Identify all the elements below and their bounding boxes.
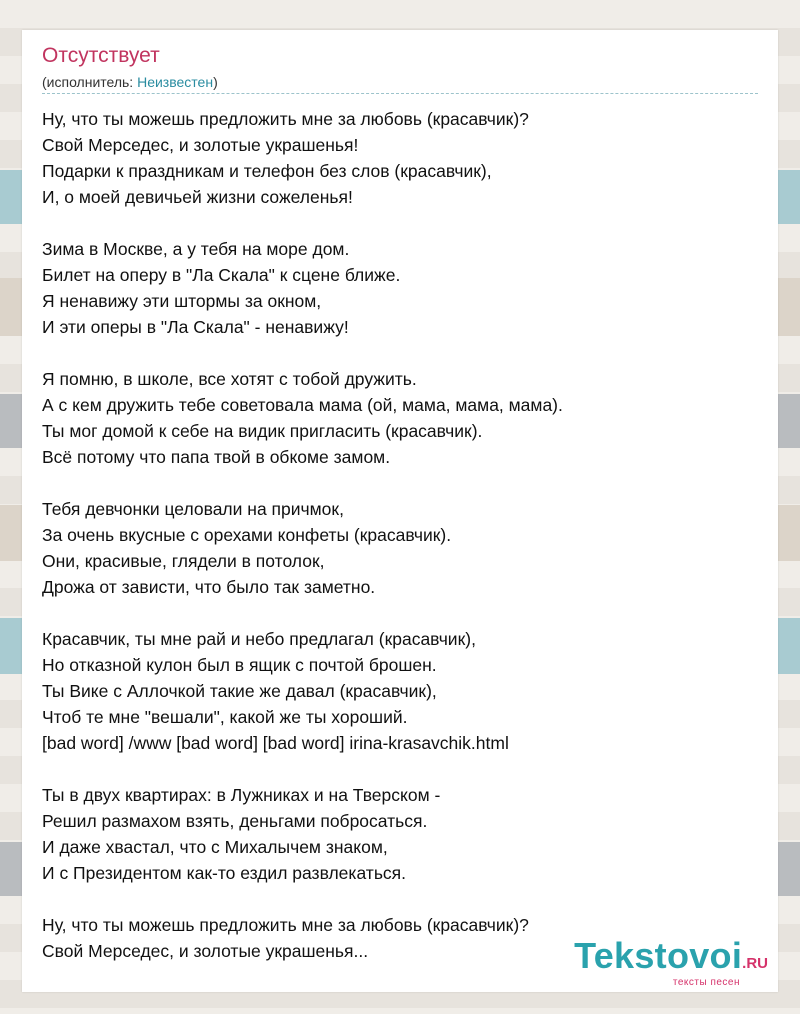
lyrics-line: Решил размахом взять, деньгами побросаться. [42,811,428,831]
artist-suffix: ) [213,74,218,90]
lyrics-line: Ты мог домой к себе на видик пригласить (красавчик). [42,421,483,441]
site-logo[interactable] [574,937,768,988]
lyrics-line: Красавчик, ты мне рай и небо предлагал (красавчик), [42,629,476,649]
lyrics-line: Свой Мерседес, и золотые украшенья! [42,135,359,155]
divider [42,93,758,94]
lyrics-stanza [42,782,758,886]
lyrics-line: А с кем дружить тебе советовала мама (ой, мама, мама, мама). [42,395,563,415]
lyrics-stanza [42,496,758,600]
lyrics-line: За очень вкусные с орехами конфеты (красавчик). [42,525,452,545]
lyrics-line: Зима в Москве, а у тебя на море дом. [42,239,350,259]
lyrics-line: Подарки к праздникам и телефон без слов (красавчик), [42,161,492,181]
lyrics-stanza [42,106,758,210]
lyrics-line: Билет на оперу в "Ла Скала" к сцене ближе. [42,265,401,285]
lyrics-line: Я помню, в школе, все хотят с тобой дружить. [42,369,417,389]
lyrics-line: [bad word] /www [bad word] [bad word] irina-krasavchik.html [42,733,509,753]
logo-name: Tekstovoi [574,935,743,976]
lyrics-stanza [42,366,758,470]
logo-tld: .RU [742,955,768,972]
lyrics-line: Я ненавижу эти штормы за окном, [42,291,322,311]
artist-prefix: (исполнитель: [42,74,138,90]
lyrics-line: Они, красивые, глядели в потолок, [42,551,325,571]
lyrics-line: Ну, что ты можешь предложить мне за любовь (красавчик)? [42,915,529,935]
lyrics-line: И с Президентом как-то ездил развлекаться. [42,863,407,883]
lyrics-line: Тебя девчонки целовали на причмок, [42,499,344,519]
lyrics-stanza [42,626,758,756]
lyrics-line: Всё потому что папа твой в обкоме замом. [42,447,391,467]
lyrics-line: И эти оперы в "Ла Скала" - ненавижу! [42,317,349,337]
lyrics-line: Чтоб те мне "вешали", какой же ты хороший. [42,707,408,727]
lyrics-line: Дрожа от зависти, что было так заметно. [42,577,376,597]
song-title: Отсутствует [42,44,160,67]
lyrics-line: И, о моей девичьей жизни сожеленья! [42,187,353,207]
lyrics-line: Свой Мерседес, и золотые украшенья... [42,941,369,961]
lyrics-line: Ты в двух квартирах: в Лужниках и на Тверском - [42,785,441,805]
artist-line [42,72,218,92]
lyrics-card [22,30,778,992]
lyrics-line: И даже хвастал, что с Михалычем знаком, [42,837,388,857]
artist-link[interactable]: Неизвестен [137,74,214,90]
lyrics-line: Ты Вике с Аллочкой такие же давал (красавчик), [42,681,437,701]
lyrics-line: Но отказной кулон был в ящик с почтой брошен. [42,655,437,675]
lyrics-text [42,106,758,990]
lyrics-line: Ну, что ты можешь предложить мне за любовь (красавчик)? [42,109,529,129]
lyrics-stanza [42,236,758,340]
logo-tagline: тексты песен [672,977,740,988]
